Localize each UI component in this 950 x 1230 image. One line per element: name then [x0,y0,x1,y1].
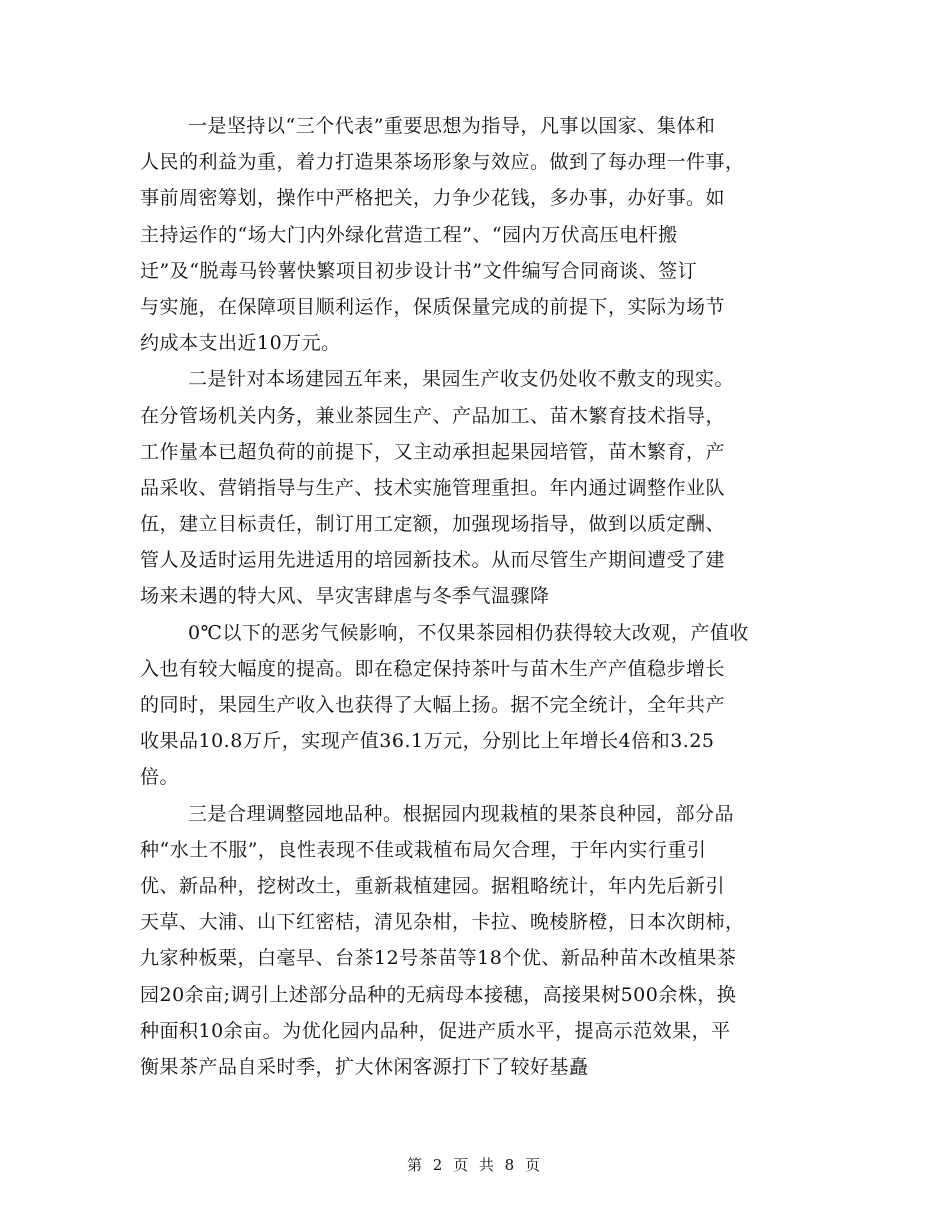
text-line: 收果品10.8万斤，实现产值36.1万元，分别比上年增长4倍和3.25 [140,730,715,753]
text-line: 在分管场机关内务，兼业茶园生产、产品加工、苗木繁育技术指导， [140,404,726,427]
document-body [140,108,808,1085]
text-line: 0℃以下的恶劣气候影响，不仅果茶园相仍获得较大改观，产值收 [188,621,749,644]
text-line: 入也有较大幅度的提高。即在稳定保持茶叶与苗木生产产值稳步增长 [140,657,726,680]
text-line: 约成本支出近10万元。 [140,332,341,355]
text-line: 三是合理调整园地品种。根据园内现栽植的果茶良种园，部分品 [188,802,735,825]
text-line: 种“水土不服”，良性表现不佳或栽植布局欠合理，于年内实行重引 [140,838,707,861]
text-line: 优、新品种，挖树改土，重新栽植建园。据粗略统计，年内先后新引 [140,874,726,897]
page-number: 第 2 页 共 8 页 [407,1156,543,1174]
text-line: 衡果茶产品自采时季，扩大休闲客源打下了较好基矗 [140,1055,589,1078]
text-line: 的同时，果园生产收入也获得了大幅上扬。据不完全统计，全年共产 [140,694,726,716]
text-line: 天草、大浦、山下红密桔，清见杂柑，卡拉、晚棱脐橙，日本次朗柿， [140,911,745,934]
text-line: 品采收、营销指导与生产、技术实施管理重担。年内通过调整作业队 [140,476,726,499]
text-line: 场来未遇的特大风、旱灾害肆虐与冬季气温骤降 [140,585,550,608]
text-line: 与实施，在保障项目顺利运作，保质保量完成的前提下，实际为场节 [140,295,726,318]
text-line: 园20余亩;调引上述部分品种的无病母本接穗，高接果树500余株，换 [140,983,737,1006]
text-line: 倍。 [140,766,180,789]
text-line: 九家种板栗，白毫早、台茶12号茶苗等18个优、新品种苗木改植果茶 [140,947,737,970]
text-line: 工作量本已超负荷的前提下，又主动承担起果园培管，苗木繁育，产 [140,440,726,463]
text-line: 迁”及“脱毒马铃薯快繁项目初步设计书”文件编写合同商谈、签订 [140,259,698,282]
text-line: 一是坚持以“三个代表”重要思想为指导，凡事以国家、集体和 [188,115,716,137]
text-line: 事前周密筹划，操作中严格把关，力争少花钱，多办事，办好事。如 [140,187,726,210]
text-line: 管人及适时运用先进适用的培园新技术。从而尽管生产期间遭受了建 [140,549,726,572]
text-line: 主持运作的“场大门内外绿化营造工程”、“园内万伏高压电杆搬 [140,223,678,246]
text-line: 种面积10余亩。为优化园内品种，促进产质水平，提高示范效果，平 [140,1019,731,1042]
text-line: 人民的利益为重，着力打造果茶场形象与效应。做到了每办理一件事， [140,151,745,174]
text-line: 伍，建立目标责任，制订用工定额，加强现场指导，做到以质定酬、 [140,513,726,536]
text-line: 二是针对本场建园五年来，果园生产收支仍处收不敷支的现实。 [188,368,735,391]
